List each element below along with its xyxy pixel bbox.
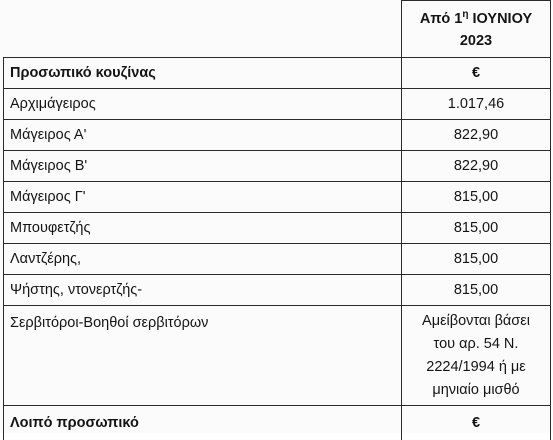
other-section-row — [4, 406, 551, 440]
header-blank-cell — [4, 1, 402, 58]
effective-date-month: ΙΟΥΝΙΟΥ — [468, 11, 532, 27]
kitchen-section-row — [4, 58, 551, 89]
waiters-note-line: μηνιαίο μισθό — [432, 382, 519, 398]
waiters-note-line: 2224/1994 ή με — [426, 359, 525, 375]
row-value: 1.017,46 — [402, 89, 551, 120]
row-label: Μάγειρος Β' — [4, 151, 402, 182]
row-value: 815,00 — [402, 275, 551, 306]
row-value: 815,00 — [402, 182, 551, 213]
table-row — [4, 89, 551, 120]
waiters-row — [4, 306, 551, 406]
row-label: Λαντζέρης, — [4, 244, 402, 275]
row-value: 815,00 — [402, 244, 551, 275]
row-label: Μάγειρος Γ' — [4, 182, 402, 213]
table-row — [4, 151, 551, 182]
kitchen-section-title: Προσωπικό κουζίνας — [4, 58, 402, 89]
row-value: 822,90 — [402, 120, 551, 151]
row-value: 815,00 — [402, 213, 551, 244]
effective-date-prefix: Από 1 — [420, 11, 463, 27]
waiters-label: Σερβιτόροι-Βοηθοί σερβιτόρων — [4, 306, 402, 406]
table-header-row — [4, 1, 551, 58]
table-row — [4, 275, 551, 306]
effective-date-year: 2023 — [460, 33, 492, 49]
row-label: Μπουφετζής — [4, 213, 402, 244]
waiters-note-line: του αρ. 54 Ν. — [434, 336, 519, 352]
waiters-payment-note — [402, 306, 551, 406]
effective-date-header — [402, 1, 551, 58]
row-label: Ψήστης, ντονερτζής- — [4, 275, 402, 306]
table-row — [4, 120, 551, 151]
other-section-title: Λοιπό προσωπικό — [4, 406, 402, 440]
row-label: Μάγειρος Α' — [4, 120, 402, 151]
row-value: 822,90 — [402, 151, 551, 182]
row-label: Αρχιμάγειρος — [4, 89, 402, 120]
waiters-note-line: Αμείβονται βάσει — [422, 313, 530, 329]
wage-table — [3, 0, 551, 440]
kitchen-section-currency: € — [402, 58, 551, 89]
table-row — [4, 182, 551, 213]
effective-date-sup: η — [462, 9, 468, 20]
other-section-currency: € — [402, 406, 551, 440]
table-row — [4, 213, 551, 244]
table-row — [4, 244, 551, 275]
